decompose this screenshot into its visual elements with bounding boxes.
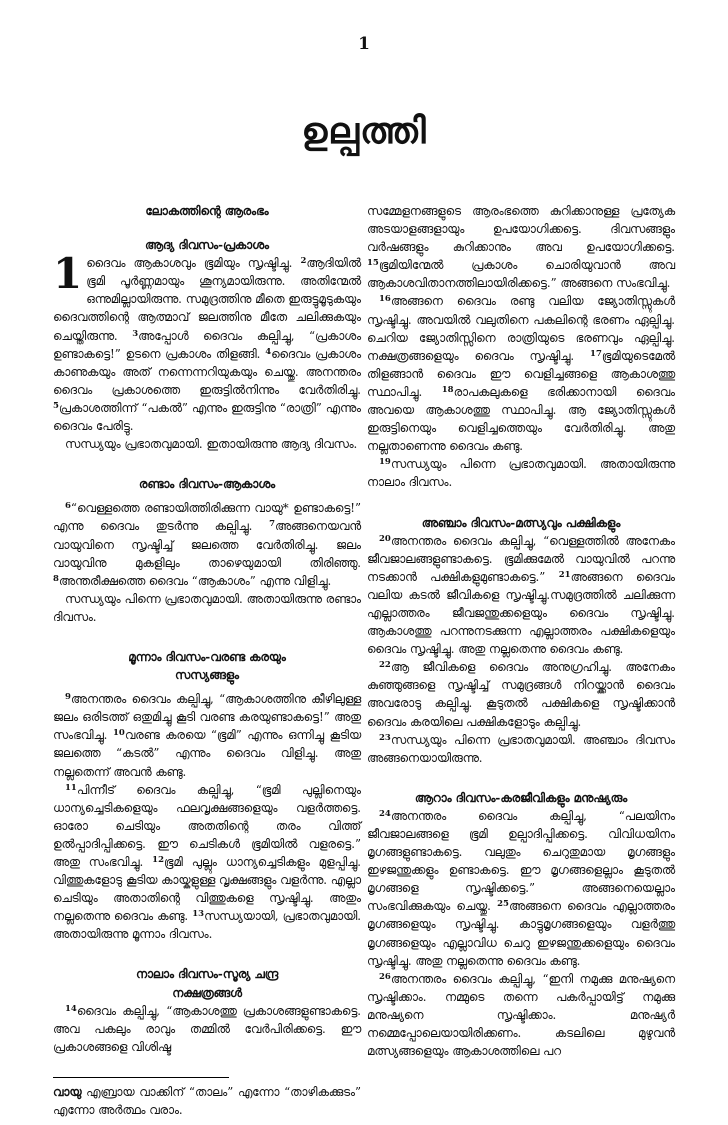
verse-text: അന്തരീക്ഷത്തെ ദൈവം “ആകാശം” എന്നു വിളിച്ചു. <box>58 573 332 588</box>
verse-paragraph <box>53 499 361 589</box>
verse-number: 10 <box>112 728 125 739</box>
page-number: 1 <box>358 34 370 54</box>
verse-text: സന്ധ്യയും പിന്നെ പ്രഭാതവുമായി. അഞ്ചാം ദിവസം അങ്ങനെയായിരുന്നു. <box>367 732 675 765</box>
verse-paragraph <box>367 292 675 455</box>
verse-paragraph <box>53 690 361 780</box>
section-heading-world: ലോകത്തിന്റെ ആരംഭം <box>145 204 269 218</box>
verse-number: 11 <box>65 782 77 793</box>
verse-number: 18 <box>441 384 454 395</box>
verse-text: ദൈവം ആകാശവും ഭൂമിയും സൃഷ്ടിച്ചു. <box>86 256 293 271</box>
verse-text: ഭൂമിയിന്മേൽ പ്രകാശം ചൊരിയുവാൻ അവ ആകാശവിതാനത്തിലായിരിക്കട്ടെ.” അങ്ങനെ സംഭവിച്ചു. <box>367 258 675 291</box>
verse-paragraph: സന്ധ്യയും പ്രഭാതവുമായി. ഇതായിരുന്നു ആദ്യ ദിവസം. <box>65 437 358 452</box>
section-heading-day5: അഞ്ചാം ദിവസം-മത്സ്യവും പക്ഷികളും <box>421 515 621 530</box>
verse-number: 16 <box>379 294 391 305</box>
verse-text: അങ്ങനെയവൻ വായുവിനെ സൃഷ്ടിച്ച് ജലത്തെ വേർതിരിച്ചു. ജലം വായുവിനു മുകളിലും താഴെയുമായി തിരിഞ്ഞു. <box>53 519 362 570</box>
section-heading-day3 <box>53 648 361 684</box>
verse-text: പിന്നീട് ദൈവം കല്പിച്ചു, “ഭൂമി പുല്ലിനെയും ധാന്യച്ചെടികളെയും ഫലവൃക്ഷങ്ങളെയും വളർത്തട്ടെ. ഓരോ ചെടിയും അതതിന്റെ തരം വിത്ത് ഉൽപ്പാദിപ്പിക്കട്ടെ. ഈ ചെടികൾ ഭൂമിയിൽ വളരട്ടെ.” അതു സംഭവിച്ചു. <box>53 782 361 869</box>
verse-paragraph <box>367 202 675 292</box>
verse-number: 8 <box>53 573 59 584</box>
right-column <box>367 202 675 1112</box>
verse-text: “വെള്ളത്തെ രണ്ടായിത്തിരിക്കുന്ന വായു* ഉണ്ടാകട്ടെ!” എന്നു ദൈവം തുടർന്നു കല്പിച്ചു. <box>53 501 361 534</box>
verse-text: ഭൂമിയുടെമേൽ തിളങ്ങാൻ ദൈവം ഈ വെളിച്ചങ്ങളെ ആകാശത്തു സ്ഥാപിച്ചു. <box>367 348 676 399</box>
verse-paragraph: സന്ധ്യയും പിന്നെ പ്രഭാതവുമായി. അതായിരുന്നു രണ്ടാം ദിവസം. <box>53 591 361 624</box>
verse-number: 19 <box>379 457 391 468</box>
verse-number: 26 <box>379 971 391 982</box>
verse-text: അനന്തരം ദൈവം കല്പിച്ചു, “പലയിനം ജീവജാലങ്ങളെ ഭൂമി ഉല്പാദിപ്പിക്കട്ടെ. വിവിധയിനം മൃഗങ്ങളുണ്ടാകട്ടെ. വലുതും ചെറുതുമായ മൃഗങ്ങളും ഇഴജന്തുക്കളും ഉണ്ടാകട്ടെ. ഈ മൃഗങ്ങളെല്ലാം കൂടുതൽ മൃഗങ്ങളെ സൃഷ്ടിക്കട്ടെ.” അങ്ങനെയെല്ലാം സംഭവിക്കുകയും ചെയ്തു. <box>367 808 675 914</box>
verse-paragraph <box>53 1002 361 1056</box>
heading-line: നക്ഷത്രങ്ങൾ <box>172 985 242 1000</box>
left-column <box>53 202 361 1102</box>
verse-paragraph <box>53 781 361 944</box>
verse-text: അങ്ങനെ ദൈവം വലിയ കടൽ ജീവികളെ സൃഷ്ടിച്ചു.സമുദ്രത്തിൽ ചലിക്കുന്ന എല്ലാത്തരം ജീവജന്തുക്കളെയും ദൈവം സൃഷ്ടിച്ചു. ആകാശത്തു പറന്നുനടക്കുന്ന എല്ലാത്തരം പക്ഷികളെയും ദൈവം സൃഷ്ടിച്ചു. അതു നല്ലതെന്നു ദൈവം കണ്ടു. <box>367 569 675 657</box>
verse-paragraph <box>367 532 675 659</box>
verse-text: ആദിയിൽ ഭൂമി പൂർണ്ണമായും ശൂന്യമായിരുന്നു. അതിന്മേൽ ഒന്നുമില്ലായിരുന്നു. സമുദ്രത്തിനു മീതെ ഇരുട്ടുമൂടുകയും ദൈവത്തിന്റെ ആത്മാവ് ജലത്തിനു മീതേ ചലിക്കുകയും ചെയ്തിരുന്നു. <box>53 256 361 343</box>
verse-number: 9 <box>65 692 71 703</box>
verse-number: 15 <box>367 258 379 269</box>
verse-number: 21 <box>558 569 571 580</box>
verse-paragraph <box>53 249 362 435</box>
section-heading-day1: ആദ്യ ദിവസം-പ്രകാശം <box>145 238 269 253</box>
verse-number: 23 <box>379 732 391 743</box>
verse-text: ആ ജീവികളെ ദൈവം അനുഗ്രഹിച്ചു. അനേകം കുഞ്ഞുങ്ങളെ സൃഷ്ടിച്ച് സമുദ്രങ്ങൾ നിറയ്ക്കാൻ ദൈവം അവരോടു കല്പിച്ചു. കൂടുതൽ പക്ഷികളെ സൃഷ്ടിക്കാൻ ദൈവം കരയിലെ പക്ഷികളോടും കല്പിച്ചു. <box>367 660 675 729</box>
verse-text: അനന്തരം ദൈവം കല്പിച്ചു, “ഇനി നമുക്കു മനുഷ്യനെ സൃഷ്ടിക്കാം. നമ്മുടെ തന്നെ പകർപ്പായിട്ട് നമുക്കു മനുഷ്യനെ സൃഷ്ടിക്കാം. മനുഷ്യർ നമ്മെപ്പോലെയായിരിക്കണം. കടലിലെ മുഴുവൻ മത്സ്യങ്ങളെയും ആകാശത്തിലെ പറ <box>367 971 675 1059</box>
verse-text: ദൈവം കല്പിച്ചു, “ആകാശത്തു പ്രകാശങ്ങളുണ്ടാകട്ടെ. അവ പകലും രാവും തമ്മിൽ വേർപിരിക്കട്ടെ. ഈ പ്രകാശങ്ങളെ വിശിഷ്ട <box>53 1003 361 1054</box>
verse-text: അനന്തരം ദൈവം കല്പിച്ചു, “ആകാശത്തിനു കീഴിലുള്ള ജലം ഒരിടത്ത് ഒതുമിച്ചു കൂടി വരണ്ട കരയുണ്ടാകട്ടെ!” അതു സംഭവിച്ചു. <box>53 692 361 743</box>
verse-text: അപ്പോൾ ദൈവം കല്പിച്ചു, “പ്രകാശം ഉണ്ടാകട്ടെ!” ഉടനെ പ്രകാശം തിളങ്ങി. <box>53 328 362 361</box>
verse-text: അങ്ങനെ ദൈവം രണ്ടു വലിയ ജ്യോതിസ്സുകൾ സൃഷ്ടിച്ചു. അവയിൽ വലുതിനെ പകലിന്റെ ഭരണം ഏല്പിച്ചു. ചെറിയ ജ്യോതിസ്സിനെ രാത്രിയുടെ ഭരണവും ഏല്പിച്ചു. നക്ഷത്രങ്ങളെയും ദൈവം സൃഷ്ടിച്ചു. <box>367 294 675 363</box>
verse-number: 13 <box>192 909 205 920</box>
verse-text: അനന്തരം ദൈവം കല്പിച്ചു, “വെള്ളത്തിൽ അനേകം ജീവജാലങ്ങളുണ്ടാകട്ടെ. ഭൂമിക്കുമേൽ വായുവിൽ പറന്നു നടക്കാൻ പക്ഷികളുമുണ്ടാകട്ടെ.” <box>367 533 675 584</box>
verse-text: ഭൂമി പുല്ലും ധാന്യച്ചെടികളും മുളപ്പിച്ചു. വിത്തുകളോടു കൂടിയ കായ്കളുള്ള വൃക്ഷങ്ങളും വളർന്നു. എല്ലാ ചെടിയും അതാതിന്റെ വിത്തുകളെ സൃഷ്ടിച്ചു. അതും നല്ലതെന്നു ദൈവം കണ്ടു. <box>53 855 361 924</box>
verse-number: 12 <box>152 855 164 865</box>
verse-paragraph <box>367 658 675 730</box>
verse-number: 20 <box>379 533 391 544</box>
verse-number: 4 <box>265 346 272 357</box>
verse-number: 5 <box>53 400 59 411</box>
heading-line: സസ്യങ്ങളും <box>174 668 240 683</box>
footnote <box>53 1083 361 1119</box>
footnote-text: എബ്രായ വാക്കിന് “താലം” എന്നോ “താഴികക്കുടം” എന്നോ അർത്ഥം വരാം. <box>53 1085 361 1117</box>
verse-number: 3 <box>132 328 139 339</box>
verse-text: സന്ധ്യയായി, പ്രഭാതവുമായി. അതായിരുന്നു മൂന്നാം ദിവസം. <box>53 909 361 942</box>
verse-text: വരണ്ട കരയെ “ഭൂമി” എന്നും ഒന്നിച്ചു കൂടിയ ജലത്തെ “കടൽ” എന്നും ദൈവം വിളിച്ചു. അതു നല്ലതെന്ന് അവൻ കണ്ടു. <box>53 728 361 779</box>
footnote-term: വായു <box>53 1085 82 1099</box>
verse-number: 7 <box>269 519 275 530</box>
verse-paragraph <box>367 807 675 970</box>
verse-text: ദൈവം പ്രകാശം കാണുകയും അത് നന്നെന്നറിയുകയും ചെയ്തു. അനന്തരം ദൈവം പ്രകാശത്തെ ഇരുട്ടിൽനിന്നും വേർതിരിച്ചു. <box>53 346 362 397</box>
verse-number: 17 <box>590 348 602 359</box>
verse-number: 14 <box>65 1003 77 1014</box>
verse-paragraph <box>367 970 675 1060</box>
chapter-number: 1 <box>53 249 83 299</box>
verse-text: അങ്ങനെ ദൈവം എല്ലാത്തരം മൃഗങ്ങളെയും സൃഷ്ടിച്ചു. കാട്ടുമൃഗങ്ങളെയും വളർത്തു മൃഗങ്ങളെയും എല്ലാവിധ ചെറു ഇഴജന്തുക്കളെയും ദൈവം സൃഷ്ടിച്ചു. അതു നല്ലതെന്നു ദൈവം കണ്ടു. <box>367 899 675 968</box>
verse-text: പ്രകാശത്തിന്ന് “പകൽ” എന്നും ഇരുട്ടിനു “രാത്രി” എന്നും ദൈവം പേരിട്ടു. <box>53 400 361 434</box>
verse-paragraph <box>367 455 675 491</box>
verse-paragraph <box>367 731 675 767</box>
heading-line: നാലാം ദിവസം-സൂര്യ ചന്ദ്ര <box>136 967 278 982</box>
section-heading-day4 <box>53 965 361 1001</box>
verse-number: 22 <box>379 660 391 671</box>
verse-number: 25 <box>497 899 509 910</box>
verse-text: സമ്മേളനങ്ങളുടെ ആരംഭത്തെ കുറിക്കാനുള്ള പ്രത്യേക അടയാളങ്ങളായും ഉപയോഗിക്കട്ടെ. ദിവസങ്ങളും വർഷങ്ങളും കുറിക്കാനും അവ ഉപയോഗിക്കട്ടെ. <box>367 204 675 255</box>
heading-line: മൂന്നാം ദിവസം-വരണ്ട കരയും <box>128 649 286 664</box>
verse-number: 2 <box>300 256 307 267</box>
verse-text: സന്ധ്യയും പിന്നെ പ്രഭാതവുമായി. അതായിരുന്നു നാലാം ദിവസം. <box>367 457 675 490</box>
verse-text: രാപകലുകളെ ഭരിക്കാനായി ദൈവം അവയെ ആകാശത്തു സ്ഥാപിച്ചു. ആ ജ്യോതിസ്സുകൾ ഇരുട്ടിനെയും വെളിച്ചത്തെയും വേർതിരിച്ചു. അതു നല്ലതാണെന്നു ദൈവം കണ്ടു. <box>367 384 675 454</box>
verse-number: 24 <box>379 808 391 819</box>
footnote-divider <box>53 1077 229 1078</box>
verse-number: 6 <box>65 501 71 512</box>
book-title: ഉല്പത്തി <box>301 110 427 152</box>
section-heading-day6: ആറാം ദിവസം-കരജീവികളും മനുഷ്യരും <box>414 790 628 805</box>
section-heading-day2: രണ്ടാം ദിവസം-ആകാശം <box>138 477 276 492</box>
